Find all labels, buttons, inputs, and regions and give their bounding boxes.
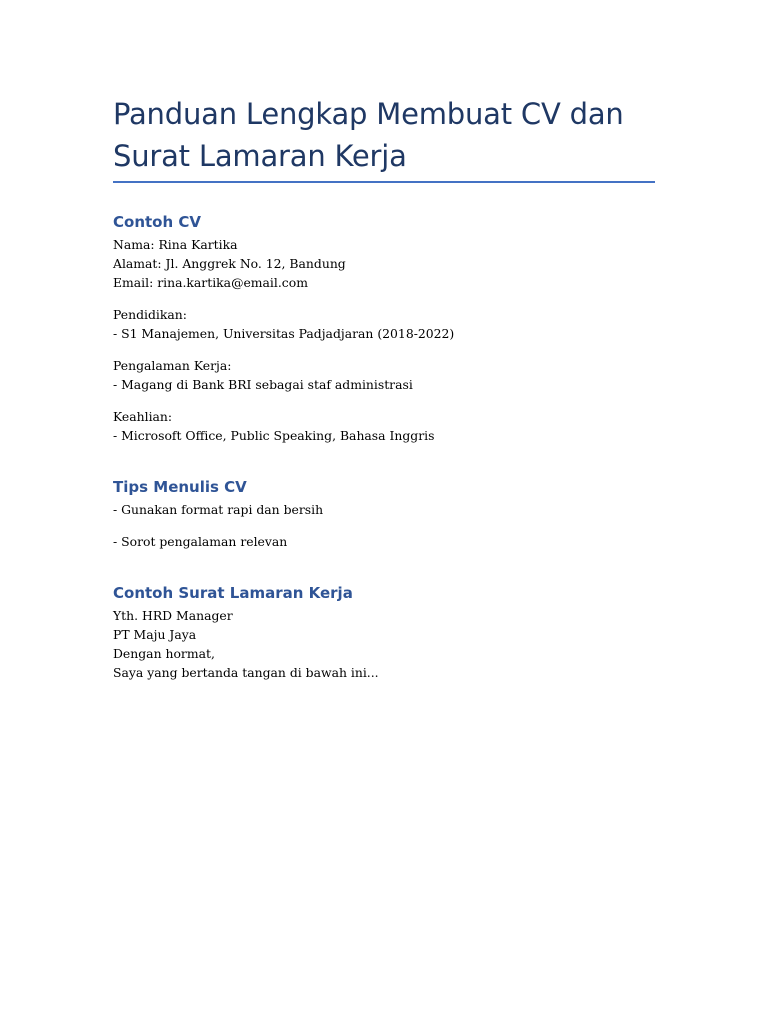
letter-line: Saya yang bertanda tangan di bawah ini... <box>113 665 379 680</box>
cv-education <box>113 305 655 343</box>
title-line-2: Surat Lamaran Kerja <box>113 139 407 173</box>
document-page <box>113 93 655 682</box>
tips-section-heading: Tips Menulis CV <box>113 478 247 496</box>
cv-section-heading: Contoh CV <box>113 213 201 231</box>
letter-body <box>113 606 655 682</box>
document-title <box>113 93 655 177</box>
letter-section-heading: Contoh Surat Lamaran Kerja <box>113 584 353 602</box>
cv-education-item: - S1 Manajemen, Universitas Padjadjaran (2018-2022) <box>113 326 455 341</box>
letter-line: Yth. HRD Manager <box>113 608 233 623</box>
tip-item: - Gunakan format rapi dan bersih <box>113 502 324 517</box>
cv-name: Nama: Rina Kartika <box>113 237 238 252</box>
title-underline <box>113 181 655 183</box>
letter-line: PT Maju Jaya <box>113 627 197 642</box>
cv-email: Email: rina.kartika@email.com <box>113 275 308 290</box>
cv-skills-label: Keahlian: <box>113 409 173 424</box>
letter-line: Dengan hormat, <box>113 646 215 661</box>
cv-education-label: Pendidikan: <box>113 307 187 322</box>
cv-personal-info <box>113 235 655 292</box>
cv-skills <box>113 407 655 445</box>
cv-experience-item: - Magang di Bank BRI sebagai staf administrasi <box>113 377 413 392</box>
cv-address: Alamat: Jl. Anggrek No. 12, Bandung <box>113 256 346 271</box>
cv-experience-label: Pengalaman Kerja: <box>113 358 232 373</box>
tip-item: - Sorot pengalaman relevan <box>113 534 288 549</box>
cv-skills-item: - Microsoft Office, Public Speaking, Bahasa Inggris <box>113 428 435 443</box>
cv-experience <box>113 356 655 394</box>
title-line-1: Panduan Lengkap Membuat CV dan <box>113 97 624 131</box>
